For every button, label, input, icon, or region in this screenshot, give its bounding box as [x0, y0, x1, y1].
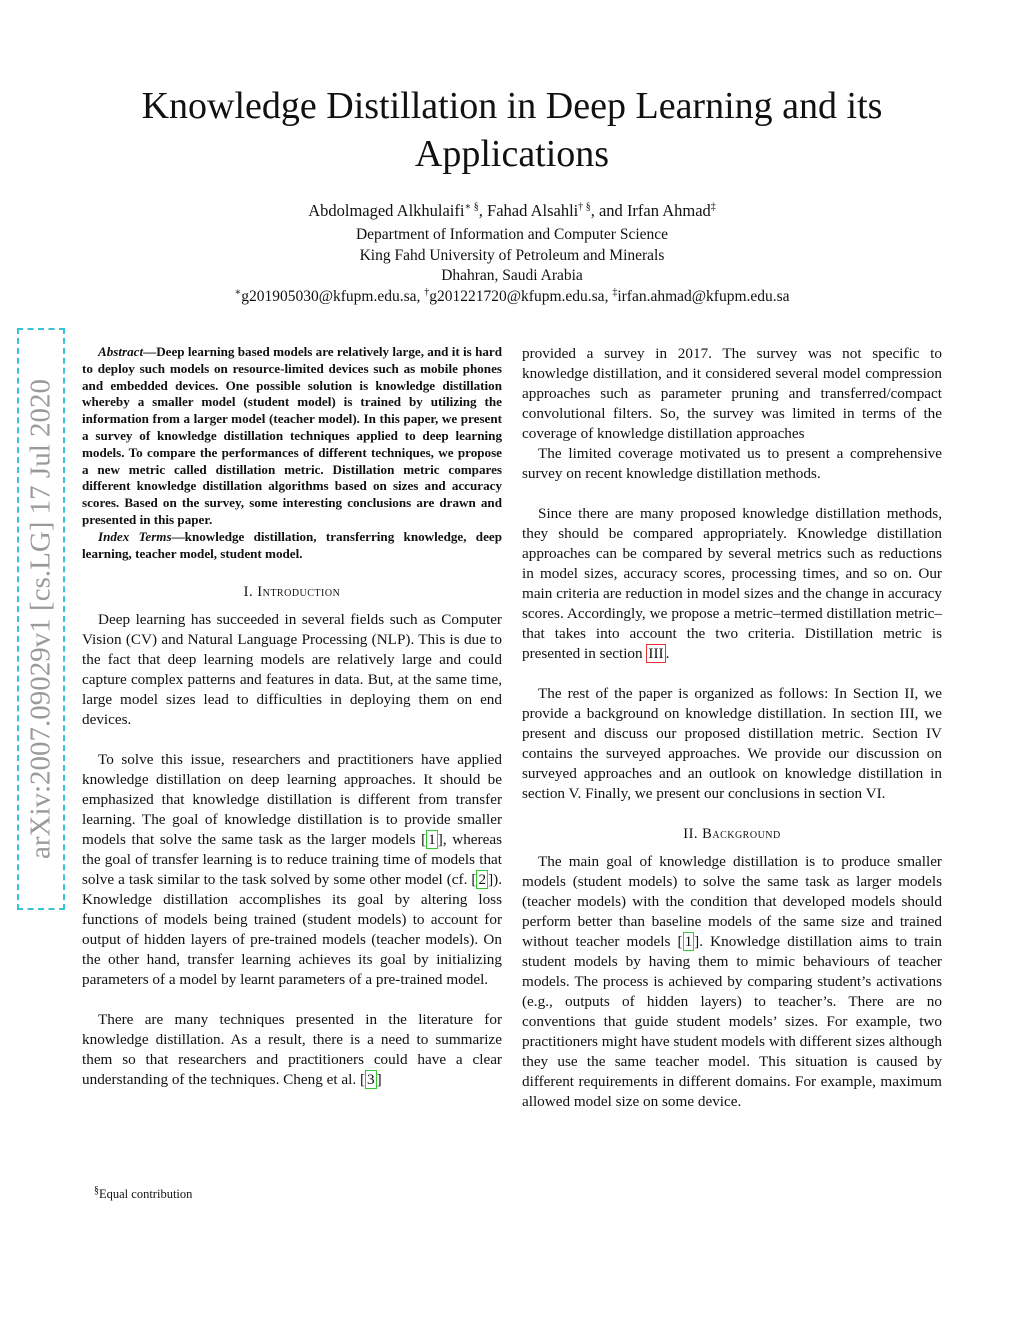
email-1-mark: ∗	[234, 286, 242, 298]
author-separator: ,	[478, 201, 488, 220]
citation-link[interactable]: 1	[428, 831, 436, 849]
arxiv-stamp-link[interactable]	[17, 328, 65, 910]
section-reference-link[interactable]: III	[648, 645, 664, 662]
text-run: , whereas the goal of transfer learning is to reduce training time of models that solve a task similar to the task solved by some other model (cf.	[82, 831, 502, 889]
affiliation-department: Department of Information and Computer Science	[355, 226, 669, 243]
footnote	[94, 1186, 192, 1202]
text-run: . Knowledge distillation aims to train student models by having them to mimic behaviours of teacher models. The process is achieved by comparing student’s activations (e.g., outputs of hidden layers) to teacher’s. There are no conventions that guide student models’ sizes. For example, two practitioners might have student models with different sizes although they use the same teacher model. This situation is caused by different requirements in different domains. For example, maximum allowed model size on some device.	[522, 933, 942, 1110]
citation-link[interactable]: 3	[367, 1071, 375, 1089]
affiliation-university: King Fahd University of Petroleum and Minerals	[359, 246, 665, 264]
left-column	[82, 344, 502, 1090]
email-2[interactable]: g201221720@kfupm.edu.sa,	[429, 287, 613, 305]
index-terms	[82, 529, 502, 563]
citation-link[interactable]: 1	[684, 933, 693, 950]
intro-paragraph-1: Deep learning has succeeded in several fields such as Computer Vision (CV) and Natural Language Processing (NLP). This is due to the fact that deep learning models are relatively large and could capture complex patterns and features in data. But, at the same time, large model sizes lead to difficulties in deploying them on end devices.	[82, 611, 502, 729]
text-run: To solve this issue, researchers and practitioners have applied knowledge distillation on deep learning approaches. It should be emphasized that knowledge distillation is different from transfer learning. The goal of knowledge distillation is to provide smaller models that solve the same task as the larger models	[82, 751, 502, 849]
intro-paragraph-4: The limited coverage motivated us to present a comprehensive survey on recent knowledge distillation methods.	[522, 445, 942, 482]
footnote-text: Equal contribution	[99, 1187, 193, 1201]
section-number: II.	[683, 826, 703, 842]
author-2: Fahad Alsahli	[487, 201, 579, 220]
author-line	[80, 200, 944, 222]
footnote-mark: §	[94, 1184, 99, 1196]
email-line	[80, 287, 944, 308]
index-terms-label: Index Terms	[98, 528, 172, 544]
author-3-marks: ‡	[710, 201, 716, 213]
arxiv-stamp-text: arXiv:2007.09029v1 [cs.LG] 17 Jul 2020	[24, 378, 57, 860]
section-title: Introduction	[257, 584, 341, 601]
intro-paragraph-3-continued: provided a survey in 2017. The survey was not specific to knowledge distillation, and it considered several model compression approaches such as parameter pruning and transferred/compact convolutional filters. So, the survey was limited in terms of the coverage of knowledge distillation approaches	[522, 345, 942, 442]
abstract-label: Abstract	[98, 344, 144, 359]
section-heading-introduction	[82, 582, 502, 602]
author-1: Abdolmaged Alkhulaifi	[308, 201, 465, 220]
text-run: There are many techniques presented in the literature for knowledge distillation. As a result, there is a need to summarize them so that researchers and practitioners could have a clear understanding of the techniques. Cheng et al.	[82, 1011, 502, 1089]
intro-paragraph-6: The rest of the paper is organized as follows: In Section II, we provide a background on knowledge distillation. In section III, we present and discuss our proposed distillation metric. Section IV contains the surveyed approaches. We provide our discussion on surveyed approaches and an outlook on knowledge distillation in section V. Finally, we present our conclusions in section VI.	[522, 685, 942, 802]
text-run: .	[665, 645, 670, 662]
text-run: Since there are many proposed knowledge distillation methods, they should be compared appropriately. Knowledge distillation approaches can be compared by several metrics such as reductions in model sizes, accuracy scores, processing times, and so on. Our main criteria are reduction in model sizes and the change in accuracy scores. Accordingly, we propose a metric–termed distillation metric–that takes into account the two criteria. Distillation metric is presented in section	[522, 505, 942, 662]
intro-paragraph-2: To solve this issue, researchers and practitioners have applied knowledge distillation on deep learning approaches. It should be emphasized that knowledge distillation is different from transfer learning. The goal of knowledge distillation is to provide smaller models that solve the same task as the larger models [ 1 ], whereas the goal of transfer learning is to reduce training time of models that solve a task similar to the task solved by some other model (cf. [ 2 ]). Knowledge distillation accomplishes its goal by altering loss functions of models being trained (student models) to account for output of hidden layers of pre-trained models (teacher models). On the other hand, transfer learning achieves its goal by initializing parameters of a model by learnt parameters of a pre-trained model.	[82, 751, 502, 989]
author-1-marks: ∗ §	[464, 201, 479, 213]
section-number: I.	[243, 584, 258, 601]
paper-title: Knowledge Distillation in Deep Learning and its Applications	[141, 85, 883, 175]
background-paragraph-1: The main goal of knowledge distillation is to produce smaller models (student models) to solve the same task as larger models (teacher models) with the condition that developed models should perform better than baseline models of the same size and trained without teacher models [ 1 ]. Knowledge distillation aims to train student models by having them to mimic behaviours of teacher models. The process is achieved by comparing student’s activations (e.g., outputs of hidden layers) to teacher’s. There are no conventions that guide student models’ sizes. For example, two practitioners might have student models with different sizes although they use the same teacher model. This situation is caused by different requirements in different domains. For example, maximum allowed model size on some device.	[522, 853, 942, 1110]
affiliation-city: Dhahran, Saudi Arabia	[441, 267, 583, 284]
abstract	[82, 344, 502, 529]
text-run: ). Knowledge distillation accomplishes its goal by altering loss functions of models being trained (student models) to account for output of hidden layers of pre-trained models (teacher models). On the other hand, transfer learning achieves its goal by initializing parameters of a model by learnt parameters of a pre-trained model.	[82, 871, 502, 989]
right-column	[522, 344, 942, 1112]
email-3[interactable]: irfan.ahmad@kfupm.edu.sa	[617, 287, 790, 305]
intro-paragraph-5	[522, 504, 942, 664]
email-1[interactable]: g201905030@kfupm.edu.sa,	[241, 287, 425, 305]
abstract-text: —Deep learning based models are relatively large, and it is hard to deploy such models on resource-limited devices such as mobile phones and embedded devices. One possible solution is knowledge distillation whereby a smaller model (student model) is trained by utilizing the information from a larger model (teacher model). In this paper, we present a survey of knowledge distillation techniques applied to deep learning models. To compare the performances of different techniques, we propose a new metric called distillation metric. Distillation metric compares different knowledge distillation algorithms based on sizes and accuracy scores. Based on the survey, some interesting conclusions are drawn and presented in this paper.	[82, 344, 502, 527]
index-terms-text: —knowledge distillation, transferring knowledge, deep learning, teacher model, student model.	[82, 528, 502, 561]
email-3-mark: ‡	[612, 286, 618, 298]
section-title: Background	[702, 826, 781, 842]
section-heading-background	[522, 824, 942, 844]
text-run: The main goal of knowledge distillation is to produce smaller models (student models) to solve the same task as larger models (teacher models) with the condition that developed models should perform better than baseline models of the same size and trained without teacher models	[522, 853, 942, 950]
citation-link[interactable]: 2	[478, 871, 487, 889]
email-2-mark: †	[424, 286, 430, 298]
intro-paragraph-3: There are many techniques presented in the literature for knowledge distillation. As a result, there is a need to summarize them so that researchers and practitioners could have a clear understanding of the techniques. Cheng et al. [ 3 ]	[82, 1011, 502, 1089]
author-3: Irfan Ahmad	[626, 201, 711, 220]
author-2-marks: † §	[578, 201, 591, 213]
author-separator: , and	[590, 201, 627, 220]
affiliation-block	[80, 225, 944, 307]
